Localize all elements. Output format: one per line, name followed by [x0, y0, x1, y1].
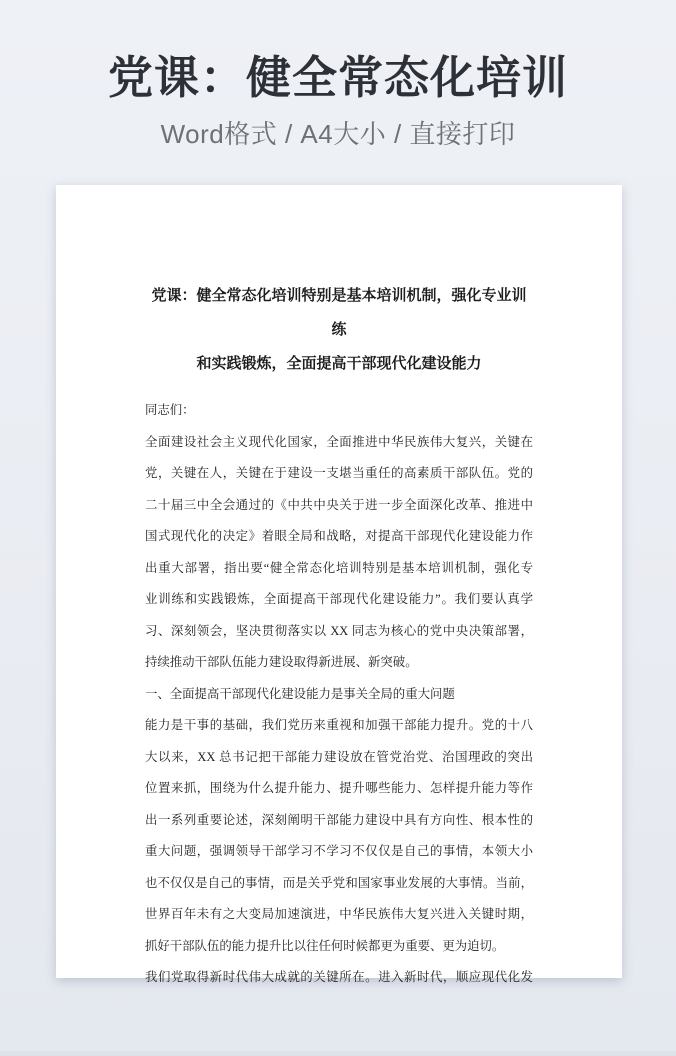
doc-line: 业训练和实践锻炼，全面提高干部现代化建设能力”。我们要认真学	[145, 592, 533, 606]
document-heading-line1: 党课：健全常态化培训特别是基本培训机制，强化专业训练	[151, 288, 527, 338]
doc-line: 大以来，XX 总书记把干部能力建设放在管党治党、治国理政的突出	[145, 749, 533, 764]
doc-line: 出重大部署，指出要“健全常态化培训特别是基本培训机制，强化专	[145, 560, 533, 575]
doc-line: 也不仅仅是自己的事情，而是关乎党和国家事业发展的大事情。当前，	[145, 875, 533, 890]
document-body	[145, 395, 533, 994]
doc-line: 抓好干部队伍的能力提升比以往任何时候都更为重要、更为迫切。	[145, 938, 505, 953]
doc-line: 国式现代化的决定》着眼全局和战略，对提高干部现代化建设能力作	[145, 529, 533, 543]
doc-line: 二十届三中全会通过的《中共中央关于进一步全面深化改革、推进中	[145, 497, 533, 512]
doc-line: 我们党取得新时代伟大成就的关键所在。进入新时代，顺应现代化发	[145, 970, 533, 984]
doc-section-heading: 一、全面提高干部现代化建设能力是事关全局的重大问题	[145, 686, 455, 701]
document-heading-line2: 和实践锻炼，全面提高干部现代化建设能力	[196, 356, 482, 372]
doc-line: 能力是干事的基础，我们党历来重视和加强干部能力提升。党的十八	[145, 718, 533, 732]
doc-line: 党，关键在人，关键在于建设一支堪当重任的高素质干部队伍。党的	[145, 466, 533, 480]
doc-line: 重大问题，强调领导干部学习不学习不仅仅是自己的事情，本领大小	[145, 844, 533, 858]
page-title: 党课：健全常态化培训	[107, 52, 568, 103]
preview-header	[0, 0, 676, 151]
doc-line: 习、深刻领会，坚决贯彻落实以 XX 同志为核心的党中央决策部署，	[145, 623, 533, 638]
doc-line: 位置来抓，围绕为什么提升能力、提升哪些能力、怎样提升能力等作	[145, 781, 533, 795]
doc-line: 持续推动干部队伍能力建设取得新进展、新突破。	[145, 655, 418, 669]
document-page	[56, 185, 622, 984]
doc-line: 出一系列重要论述，深刻阐明干部能力建设中具有方向性、根本性的	[145, 812, 533, 827]
doc-line: 全面建设社会主义现代化国家，全面推进中华民族伟大复兴，关键在	[145, 434, 533, 449]
page-subtitle: Word格式 / A4大小 / 直接打印	[160, 119, 516, 150]
next-page-edge	[0, 1051, 676, 1056]
doc-line: 世界百年未有之大变局加速演进，中华民族伟大复兴进入关键时期，	[145, 907, 533, 921]
document-heading	[145, 279, 533, 381]
doc-line: 同志们：	[145, 403, 195, 417]
